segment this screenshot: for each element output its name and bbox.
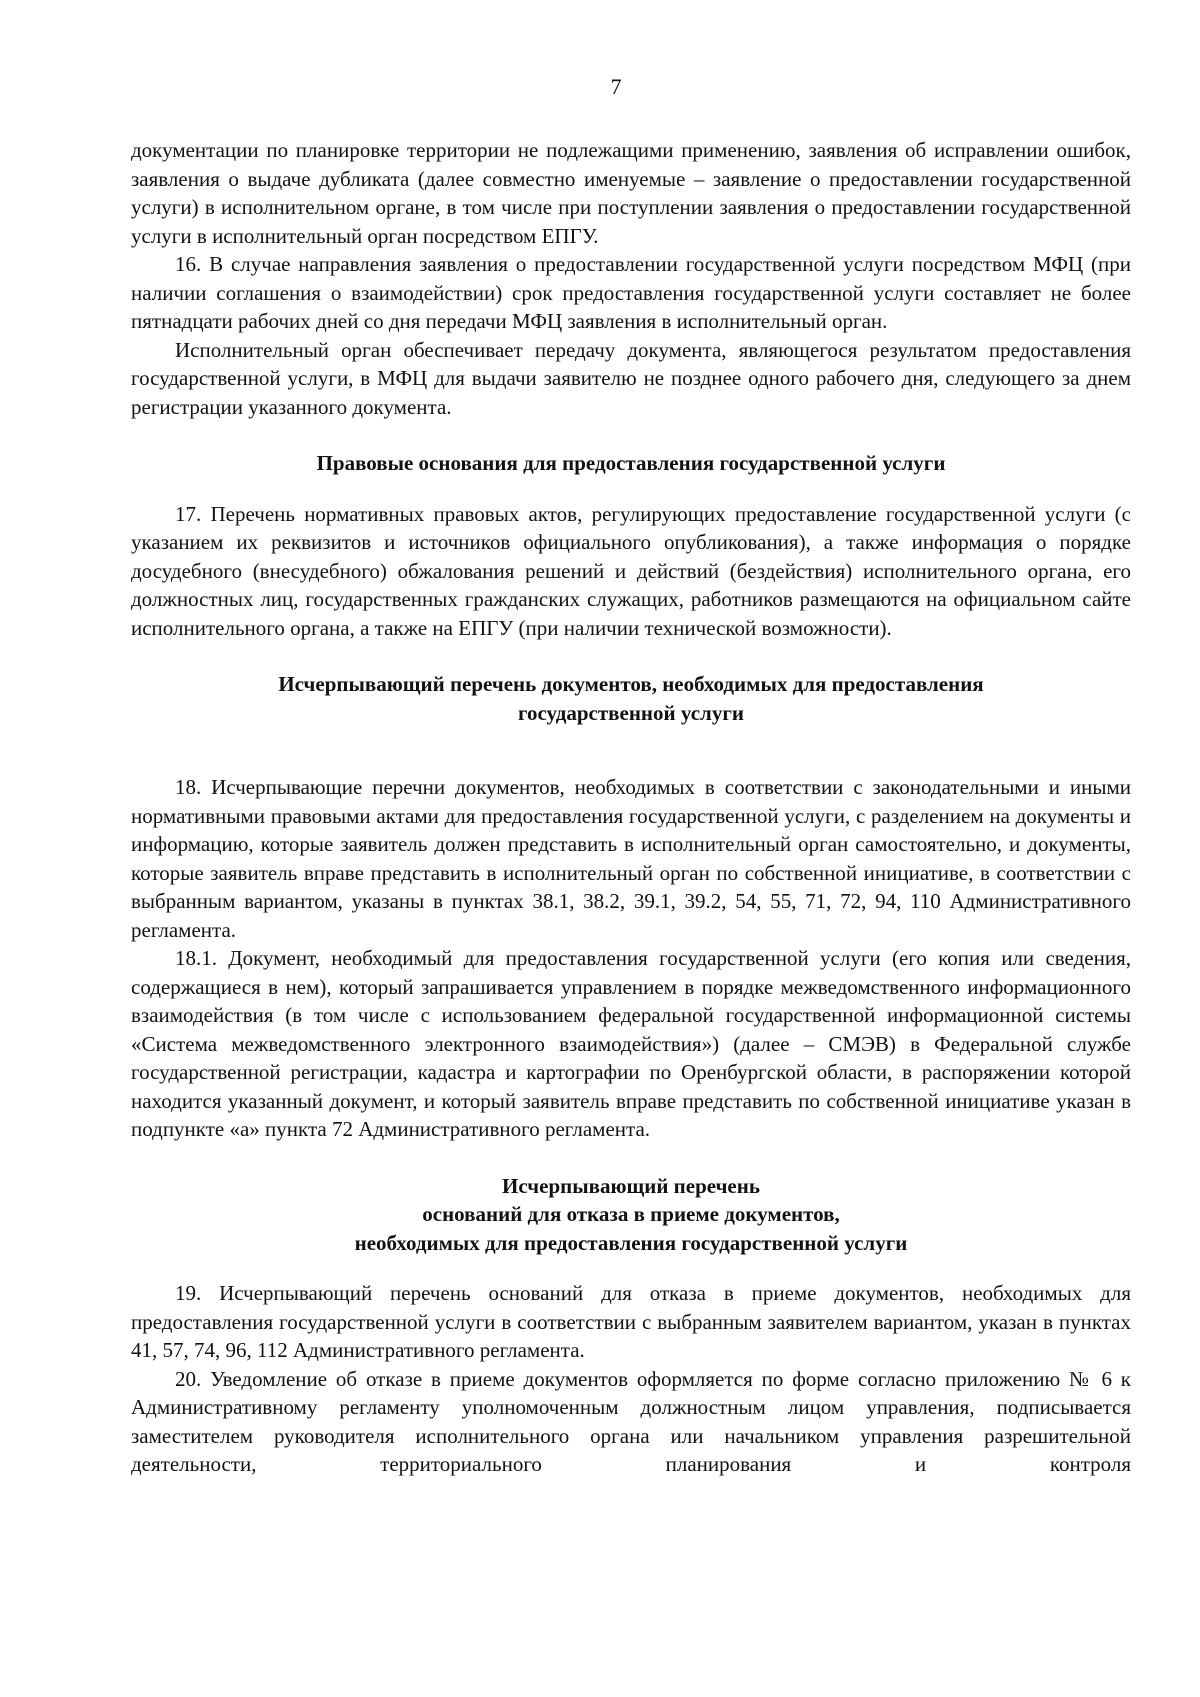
paragraph-continuation: документации по планировке территории не подлежащими применению, заявления об исправлении ошибок, заявления о выдаче дубликата (далее совместно именуемые – заявление о предоставлении государственной услуги) в исполнительном органе, в том числе при поступлении заявления о предоставлении государственной услуги в исполнительный орган посредством ЕПГУ. — [131, 138, 1131, 248]
paragraph-16-second: Исполнительный орган обеспечивает передачу документа, являющегося результатом предоставления государственной услуги, в МФЦ для выдачи заявителю не позднее одного рабочего дня, следующего за днем регистрации указанного документа. — [131, 337, 1131, 419]
paragraph-20: 20. Уведомление об отказе в приеме документов оформляется по форме согласно приложению № 6 к Административному регламенту уполномоченным должностным лицом управления, подписывается заместителем руководителя исполнительного органа или начальником управления разрешительной деятельности, территориального планирования и контроля — [131, 1366, 1131, 1476]
heading-legal-grounds: Правовые основания для предоставления государственной услуги — [316, 451, 946, 475]
heading-documents-list — [131, 670, 1131, 727]
page-number: 7 — [610, 74, 622, 99]
paragraph-18-1: 18.1. Документ, необходимый для предоставления государственной услуги (его копия или сведения, содержащиеся в нем), который запрашивается управлением в порядке межведомственного информационного взаимодействия (в том числе с использованием федеральной государственной информационной системы «Система межведомственного электронного взаимодействия») (далее – СМЭВ) в Федеральной службе государственной регистрации, кадастра и картографии по Оренбургской области, в распоряжении которой находится указанный документ, и который заявитель вправе представить по собственной инициативе указан в подпункте «а» пункта 72 Административного регламента. — [131, 946, 1131, 1141]
heading-refusal-grounds-line2: оснований для отказа в приеме документов, — [422, 1202, 840, 1226]
paragraph-16: 16. В случае направления заявления о предоставлении государственной услуги посредством МФЦ (при наличии соглашения о взаимодействии) срок предоставления государственной услуги составляет не более пятнадцати рабочих дней со дня передачи МФЦ заявления в исполнительный орган. — [131, 252, 1131, 333]
heading-documents-list-line2: государственной услуги — [518, 700, 744, 725]
paragraph-19: 19. Исчерпывающий перечень оснований для отказа в приеме документов, необходимых для предоставления государственной услуги в соответствии с выбранным заявителем вариантом, указан в пунктах 41, 57, 74, 96, 112 Административного регламента. — [131, 1281, 1131, 1362]
heading-refusal-grounds-line1: Исчерпывающий перечень — [502, 1173, 760, 1198]
heading-documents-list-line1: Исчерпывающий перечень документов, необходимых для предоставления — [278, 672, 984, 696]
heading-refusal-grounds — [131, 1172, 1131, 1258]
paragraph-17: 17. Перечень нормативных правовых актов, регулирующих предоставление государственной услуги (с указанием их реквизитов и источников официального опубликования), а также информация о порядке досудебного (внесудебного) обжалования решений и действий (бездействия) исполнительного органа, его должностных лиц, государственных гражданских служащих, работников размещаются на официальном сайте исполнительного органа, а также на ЕПГУ (при наличии технической возможности). — [131, 501, 1131, 640]
document-body — [131, 136, 1131, 1479]
heading-refusal-grounds-line3: необходимых для предоставления государственной услуги — [354, 1230, 908, 1255]
paragraph-18: 18. Исчерпывающие перечни документов, необходимых в соответствии с законодательными и иными нормативными правовыми актами для предоставления государственной услуги, с разделением на документы и информацию, которые заявитель должен представить в исполнительный орган самостоятельно, и документы, которые заявитель вправе представить в исполнительный орган по собственной инициативе, в соответствии с выбранным вариантом, указаны в пунктах 38.1, 38.2, 39.1, 39.2, 54, 55, 71, 72, 94, 110 Административного регламента. — [131, 775, 1131, 942]
